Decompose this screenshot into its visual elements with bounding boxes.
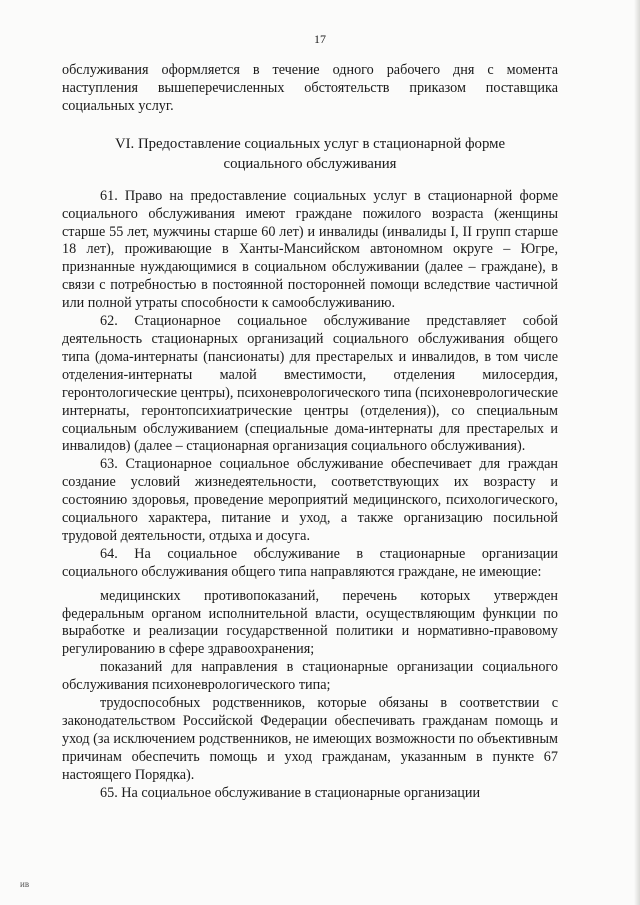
- paragraph-64: 64. На социальное обслуживание в стационарные организации социального обслуживания общего типа направляются граждане, не имеющие:: [62, 545, 558, 580]
- paragraph-64-item-3: трудоспособных родственников, которые обязаны в соответствии с законодательством Российской Федерации обеспечивать гражданам помощь и уход (за исключением родственников, не имеющих возможности по объективным причинам обеспечить помощь и уход гражданам, указанным в пункте 67 настоящего Порядка).: [62, 695, 558, 783]
- paragraph-64-item-2: показаний для направления в стационарные организации социального обслуживания психоневрологического типа;: [62, 659, 558, 694]
- document-body: [62, 62, 558, 803]
- section-heading-line-1: VI. Предоставление социальных услуг в стационарной форме: [114, 135, 506, 152]
- paragraph-62: 62. Стационарное социальное обслуживание представляет собой деятельность стационарных организаций социального обслуживания общего типа (дома-интернаты (пансионаты) для престарелых и инвалидов, в том числе отделения-интернаты малой вместимости, отделения милосердия, геронтологические центры), психоневрологического типа (психоневрологические интернаты, геронтопсихиатрические центры (отделения)), со специальным социальным обслуживанием (специальные дома-интернаты для престарелых и инвалидов) (далее – стационарная организация социального обслуживания).: [62, 313, 558, 455]
- paragraph-65: 65. На социальное обслуживание в стационарные организации: [100, 784, 481, 801]
- footer-mark: ив: [20, 879, 30, 889]
- paragraph-61: 61. Право на предоставление социальных услуг в стационарной форме социального обслуживания имеют граждане пожилого возраста (женщины старше 55 лет, мужчины старше 60 лет) и инвалиды (инвалиды I, II групп старше 18 лет), проживающие в Ханты-Мансийском автономном округе – Югре, признанные нуждающимися в социальном обслуживании (далее – граждане), в связи с потребностью в постоянной посторонней помощи вследствие частичной или полной утраты способности к самообслуживанию.: [62, 187, 558, 312]
- page-edge-shadow: [634, 0, 640, 905]
- paragraph-intro: обслуживания оформляется в течение одного рабочего дня с момента наступления вышеперечисленных обстоятельств приказом поставщика социальных услуг.: [62, 62, 558, 114]
- section-heading: [62, 134, 558, 174]
- section-heading-line-2: социального обслуживания: [223, 155, 397, 172]
- paragraph-63: 63. Стационарное социальное обслуживание обеспечивает для граждан создание условий жизнедеятельности, соответствующих их возрасту и состоянию здоровья, проведение мероприятий медицинского, психологического, социального характера, питание и уход, а также организацию посильной трудовой деятельности, отдыха и досуга.: [62, 456, 558, 544]
- page-number: 17: [314, 32, 326, 46]
- paragraph-64-item-1: медицинских противопоказаний, перечень которых утвержден федеральным органом исполнительной власти, осуществляющим функции по выработке и реализации государственной политики и нормативно-правовому регулированию в сфере здравоохранения;: [62, 587, 558, 658]
